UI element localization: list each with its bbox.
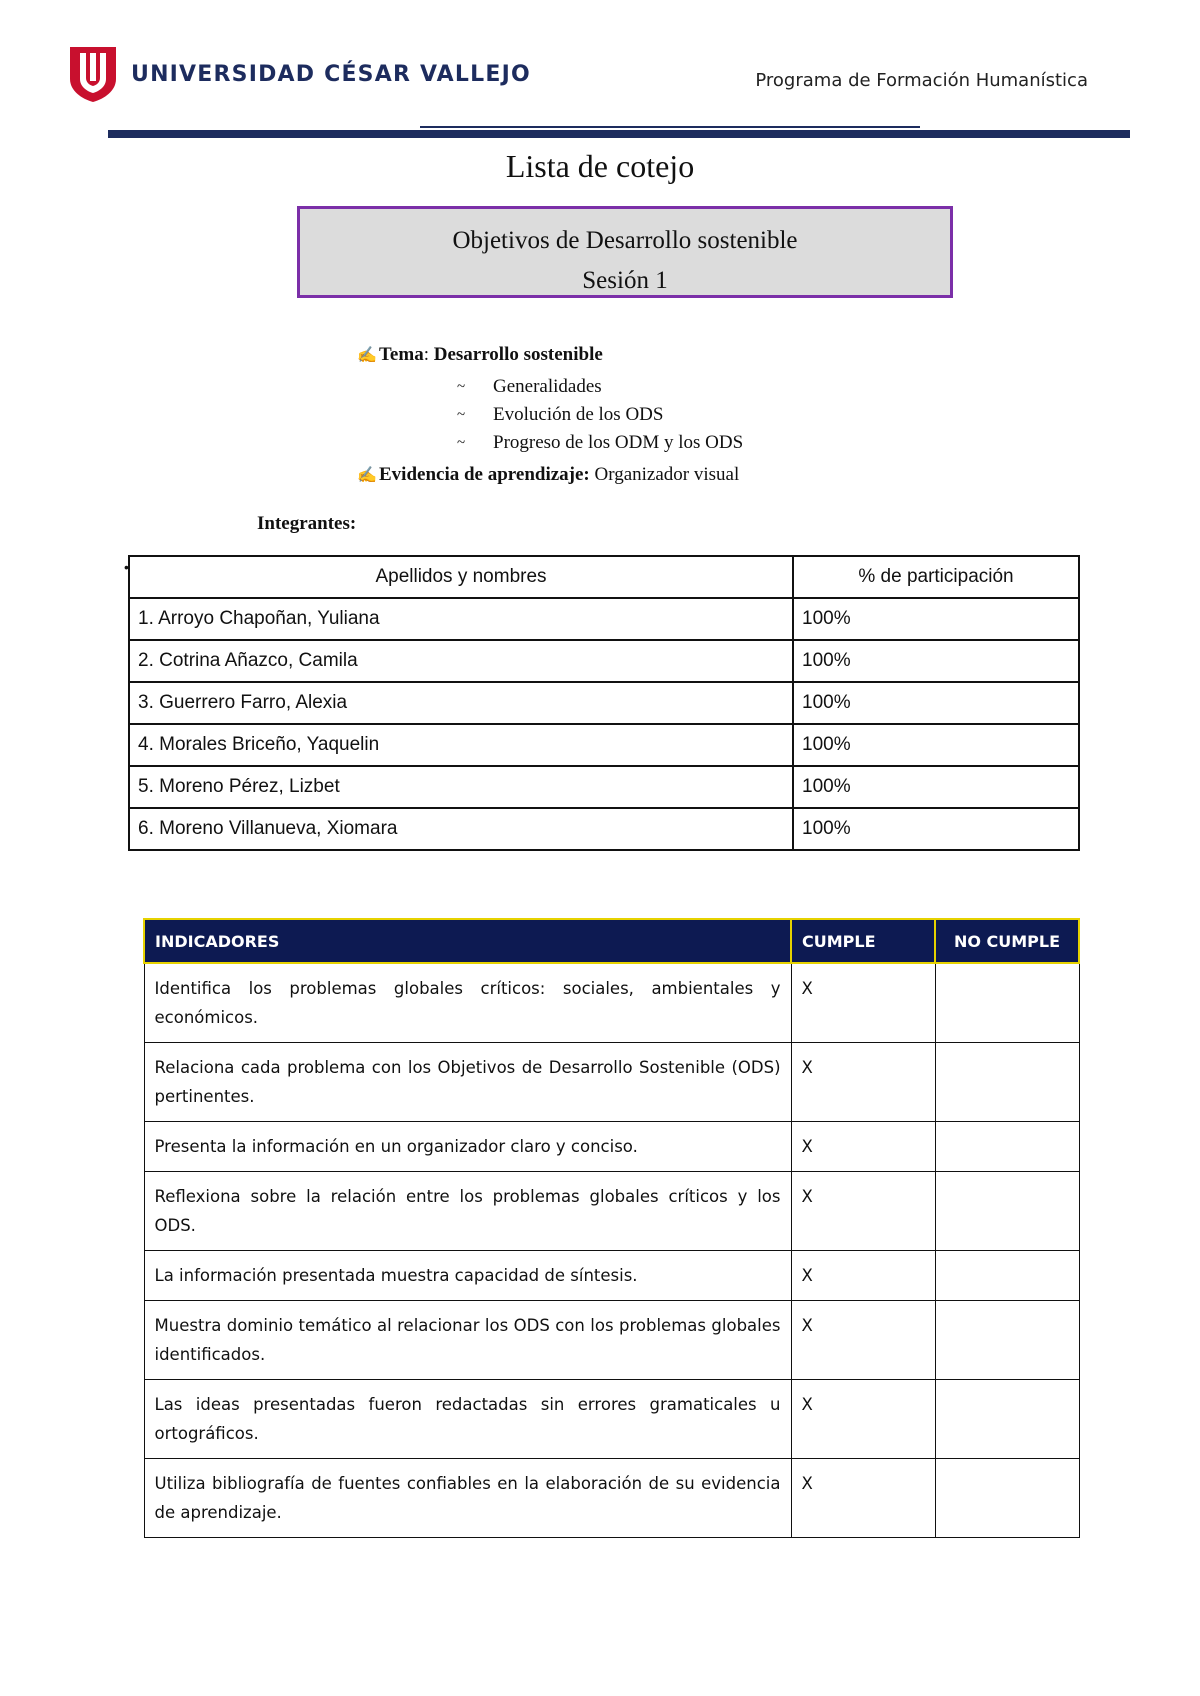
- writing-hand-icon: ✍: [357, 347, 377, 364]
- cumple-mark: X: [791, 1043, 935, 1122]
- member-name: 6. Moreno Villanueva, Xiomara: [129, 808, 793, 850]
- table-row: [129, 808, 1079, 850]
- program-name: Programa de Formación Humanística: [755, 70, 1088, 91]
- table-row: [144, 963, 1079, 1043]
- cumple-mark: X: [791, 1301, 935, 1380]
- table-row: [144, 1172, 1079, 1251]
- cumple-mark: X: [791, 1380, 935, 1459]
- evidencia-label: Evidencia de aprendizaje:: [379, 464, 590, 485]
- member-participation: 100%: [793, 724, 1079, 766]
- header-cumple: CUMPLE: [791, 919, 935, 963]
- session-box: [297, 206, 953, 298]
- member-participation: 100%: [793, 808, 1079, 850]
- table-row: [144, 1459, 1079, 1538]
- header-names: • Apellidos y nombres: [129, 556, 793, 598]
- evidencia-line: [357, 461, 743, 489]
- cumple-mark: X: [791, 1251, 935, 1301]
- table-row: [129, 682, 1079, 724]
- cumple-mark: X: [791, 1459, 935, 1538]
- tema-label: Tema: [379, 344, 424, 365]
- no-cumple-mark: [935, 963, 1079, 1043]
- member-name: 2. Cotrina Añazco, Camila: [129, 640, 793, 682]
- indicator-text: Reflexiona sobre la relación entre los problemas globales críticos y los ODS.: [144, 1172, 791, 1251]
- dash-bullet-icon: ~: [457, 379, 466, 395]
- indicators-table: [143, 918, 1080, 1538]
- no-cumple-mark: [935, 1301, 1079, 1380]
- table-row: [144, 1380, 1079, 1459]
- member-name: 5. Moreno Pérez, Lizbet: [129, 766, 793, 808]
- table-row: [144, 1122, 1079, 1172]
- cumple-mark: X: [791, 963, 935, 1043]
- table-header-row: [129, 556, 1079, 598]
- topic-section: [357, 341, 743, 489]
- no-cumple-mark: [935, 1380, 1079, 1459]
- no-cumple-mark: [935, 1251, 1079, 1301]
- no-cumple-mark: [935, 1459, 1079, 1538]
- session-box-line2: Sesión 1: [582, 267, 668, 294]
- table-row: [144, 1043, 1079, 1122]
- list-item: ~ Generalidades: [457, 373, 743, 401]
- no-cumple-mark: [935, 1172, 1079, 1251]
- table-row: [144, 1251, 1079, 1301]
- indicator-text: Relaciona cada problema con los Objetivos de Desarrollo Sostenible (ODS) pertinentes.: [144, 1043, 791, 1122]
- cumple-mark: X: [791, 1122, 935, 1172]
- indicator-text: Muestra dominio temático al relacionar los ODS con los problemas globales identificados.: [144, 1301, 791, 1380]
- member-participation: 100%: [793, 640, 1079, 682]
- table-row: [144, 1301, 1079, 1380]
- no-cumple-mark: [935, 1043, 1079, 1122]
- university-name: UNIVERSIDAD CÉSAR VALLEJO: [131, 62, 531, 87]
- member-name: 1. Arroyo Chapoñan, Yuliana: [129, 598, 793, 640]
- writing-hand-icon: ✍: [357, 467, 377, 484]
- header-participation: % de participación: [793, 556, 1079, 598]
- header-indicators: INDICADORES: [144, 919, 791, 963]
- table-header-row: [144, 919, 1079, 963]
- header-divider: [108, 130, 1130, 138]
- list-item: ~ Progreso de los ODM y los ODS: [457, 429, 743, 457]
- tema-line: ✍ Tema: Desarrollo sostenible: [357, 341, 743, 369]
- dash-bullet-icon: ~: [457, 407, 466, 423]
- dash-bullet-icon: ~: [457, 435, 466, 451]
- table-row: [129, 766, 1079, 808]
- member-participation: 100%: [793, 598, 1079, 640]
- indicator-text: Las ideas presentadas fueron redactadas sin errores gramaticales u ortográficos.: [144, 1380, 791, 1459]
- integrantes-label: Integrantes:: [257, 513, 357, 534]
- indicator-text: La información presentada muestra capacidad de síntesis.: [144, 1251, 791, 1301]
- indicator-text: Utiliza bibliografía de fuentes confiables en la elaboración de su evidencia de aprendizaje.: [144, 1459, 791, 1538]
- tema-subitems: [457, 373, 743, 457]
- indicator-text: Identifica los problemas globales críticos: sociales, ambientales y económicos.: [144, 963, 791, 1043]
- member-participation: 100%: [793, 766, 1079, 808]
- header-no-cumple: NO CUMPLE: [935, 919, 1079, 963]
- bullet-icon: •: [124, 559, 129, 575]
- table-row: [129, 598, 1079, 640]
- cumple-mark: X: [791, 1172, 935, 1251]
- university-logo-icon: [68, 45, 118, 103]
- member-name: 4. Morales Briceño, Yaquelin: [129, 724, 793, 766]
- tema-value: Desarrollo sostenible: [433, 344, 603, 365]
- member-name: 3. Guerrero Farro, Alexia: [129, 682, 793, 724]
- header-divider-thin: [420, 126, 920, 128]
- list-item: ~ Evolución de los ODS: [457, 401, 743, 429]
- page-title: Lista de cotejo: [505, 148, 695, 184]
- evidencia-value: Organizador visual: [594, 464, 740, 485]
- indicator-text: Presenta la información en un organizador claro y conciso.: [144, 1122, 791, 1172]
- table-row: [129, 640, 1079, 682]
- no-cumple-mark: [935, 1122, 1079, 1172]
- table-row: [129, 724, 1079, 766]
- member-participation: 100%: [793, 682, 1079, 724]
- session-box-line1: Objetivos de Desarrollo sostenible: [452, 227, 798, 254]
- members-table: [124, 555, 1080, 851]
